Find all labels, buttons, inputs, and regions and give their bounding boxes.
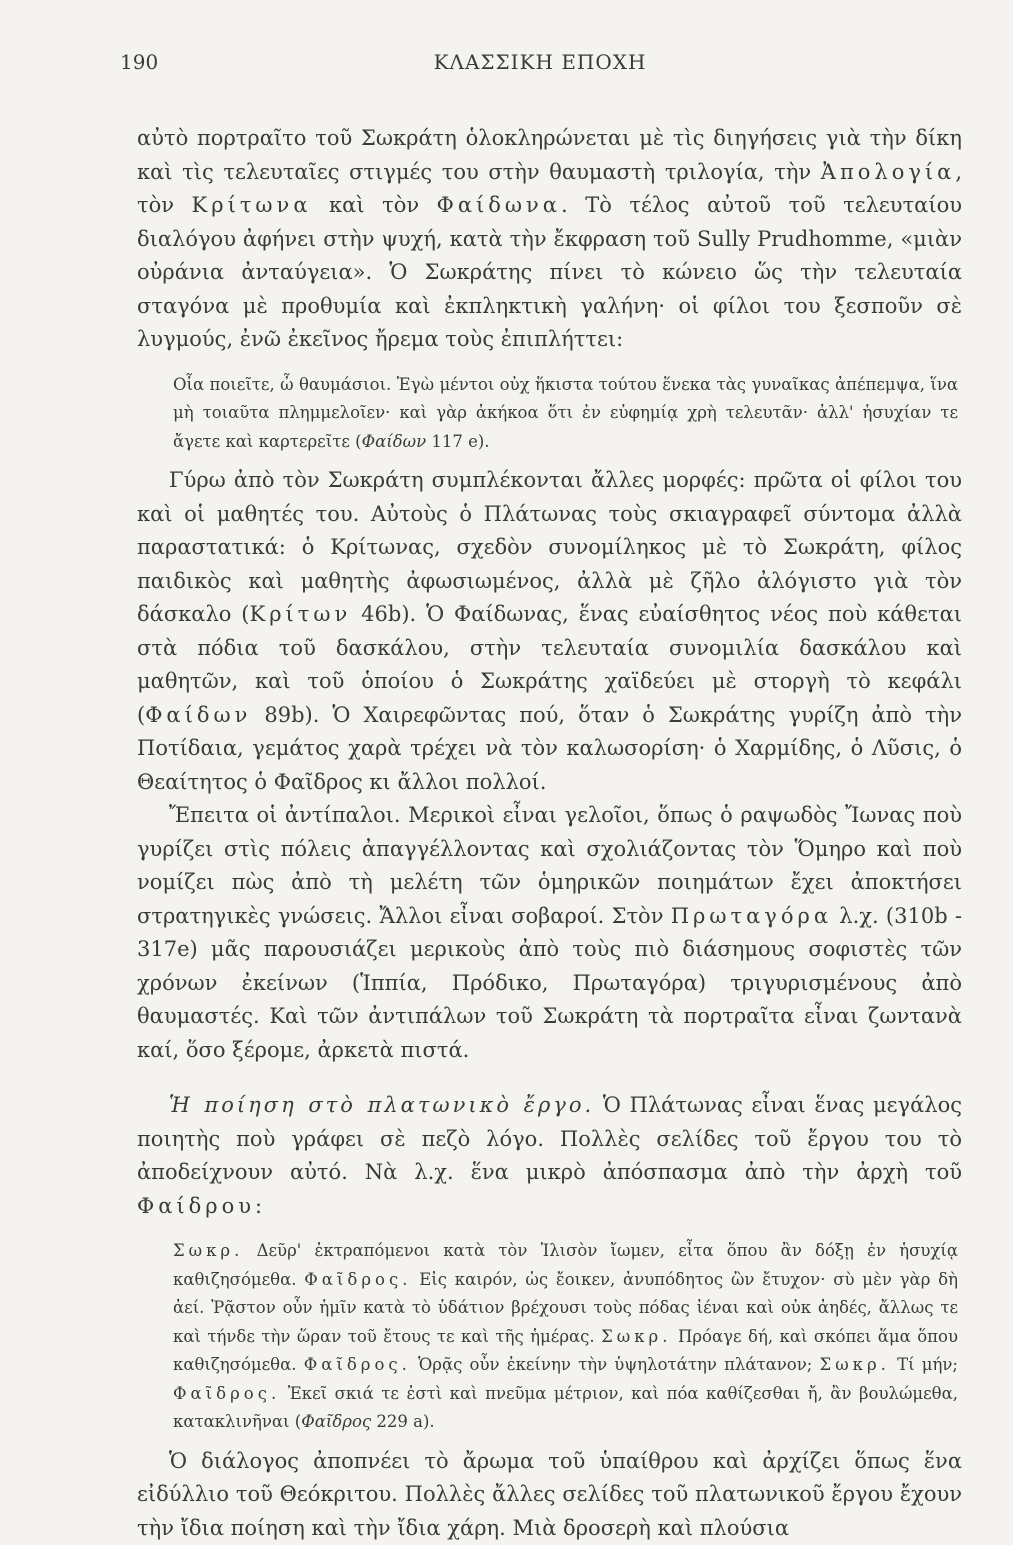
quote-citation: Φαῖδρος	[301, 1412, 371, 1431]
paragraph-text: . Τὸ τέλος αὐτοῦ τοῦ τελευταίου διαλόγου ἀφήνει στὴν ψυχή, κατὰ τὴν ἔκφραση τοῦ Sully Prudhomme, «μιὰν οὐράνια ἀνταύγεια». Ὁ Σωκράτης πίνει τὸ κώνειο ὥς τὴν τελευταία σταγόνα μὲ προθυμία καὶ ἐκπληκτικὴ γαλήνη· οἱ φίλοι του ξεσποῦν σὲ λυγμούς, ἐνῶ ἐκεῖνος ἤρεμα τοὺς ἐπιπλήττει:	[137, 193, 962, 351]
page-number: 190	[120, 50, 158, 74]
paragraph-text: 89b). Ὁ Χαιρεφῶντας πού, ὅταν ὁ Σωκράτης γυρίζη ἀπὸ τὴν Ποτίδαια, γεμάτος χαρὰ τρέχει νὰ τὸν καλωσορίση· ὁ Χαρμίδης, ὁ Λῦσις, ὁ Θεαίτητος ὁ Φαῖδρος κι ἄλλοι πολλοί.	[137, 703, 962, 794]
paragraph-text: καὶ τὸν	[312, 193, 437, 217]
speaker-name: Σωκρ.	[820, 1355, 890, 1374]
paragraph-5	[137, 1445, 962, 1545]
quote-citation: Φαίδων	[362, 432, 427, 451]
quote-text: Δεῦρ' ἐκτραπόμενοι κατὰ τὸν Ἰλισὸν ἴωμεν, εἶτα ὅπου ἂν δόξῃ ἐν ἡσυχίᾳ καθιζησόμεθα.	[173, 1241, 958, 1289]
paragraph-4	[137, 1089, 962, 1223]
paragraph-text: Ὁ Πλάτωνας εἶναι ἕνας μεγάλος ποιητὴς ποὺ γράφει σὲ πεζὸ λόγο. Πολλὲς σελίδες τοῦ ἔργου του τὸ ἀποδείχνουν αὐτό. Νὰ λ.χ. ἕνα μικρὸ ἀπόσπασμα ἀπὸ τὴν ἀρχὴ τοῦ	[137, 1093, 962, 1184]
paragraph-text: Ὁ διάλογος ἀποπνέει τὸ ἄρωμα τοῦ ὑπαίθρου καὶ ἀρχίζει ὅπως ἕνα εἰδύλλιο τοῦ Θεόκριτου. Πολλὲς ἄλλες σελίδες τοῦ πλατωνικοῦ ἔργου ἔχουν τὴν ἴδια ποίηση καὶ τὴν ἴδια χάρη. Μιὰ δροσερὴ καὶ πλούσια	[137, 1449, 962, 1540]
quote-reference: 117 e).	[426, 432, 489, 451]
paragraph-text: Ἔπειτα οἱ ἀντίπαλοι. Μερικοὶ εἶναι γελοῖοι, ὅπως ὁ ραψωδὸς Ἴωνας ποὺ γυρίζει στὶς πόλεις ἀπαγγέλλοντας καὶ σχολιάζοντας τὸν Ὅμηρο καὶ ποὺ νομίζει πὼς ἀπὸ τὴ μελέτη τῶν ὁμηρικῶν ποιημάτων ἔχει ἀποκτήσει στρατηγικὲς γνώσεις. Ἄλλοι εἶναι σοβαροί. Στὸν	[137, 803, 962, 928]
quotation-1	[173, 371, 958, 457]
paragraph-text: , τὸν	[137, 160, 962, 218]
quote-text: Εἰς καιρόν, ὡς ἔοικεν, ἀνυπόδητος ὢν ἔτυχον· σὺ μὲν γὰρ δὴ ἀεί. Ῥᾷστον οὖν ἡμῖν κατὰ τὸ ὑδάτιον βρέχουσι τοὺς πόδας ἰέναι καὶ οὐκ ἀηδές, ἄλλως τε καὶ τήνδε τὴν ὥραν τοῦ ἔτους τε καὶ τῆς ἡμέρας.	[173, 1270, 958, 1346]
quotation-2	[173, 1237, 958, 1437]
quote-text: Ὁρᾷς οὖν ἐκείνην τὴν ὑψηλοτάτην πλάτανον;	[411, 1355, 820, 1374]
section-heading: Ἡ ποίηση στὸ πλατωνικὸ ἔργο.	[169, 1093, 594, 1117]
quote-text: Τί μήν;	[890, 1355, 958, 1374]
running-head: ΚΛΑΣΣΙΚΗ ΕΠΟΧΗ	[120, 50, 960, 74]
spaced-title: Φαίδωνα	[437, 193, 561, 217]
speaker-name: Φαῖδρος.	[304, 1355, 411, 1374]
speaker-name: Φαῖδρος.	[304, 1270, 411, 1289]
speaker-name: Σωκρ.	[601, 1327, 671, 1346]
paragraph-text: Γύρω ἀπὸ τὸν Σωκράτη συμπλέκονται ἄλλες μορφές: πρῶτα οἱ φίλοι του καὶ οἱ μαθητές του. Αὐτοὺς ὁ Πλάτωνας τοὺς σκιαγραφεῖ σύντομα ἀλλὰ παραστατικά: ὁ Κρίτωνας, σχεδὸν συνομίληκος μὲ τὸ Σωκράτη, φίλος παιδικὸς καὶ μαθητὴς ἀφωσιωμένος, ἀλλὰ μὲ ζῆλο ἀλόγιστο γιὰ τὸν δάσκαλο (	[137, 468, 962, 626]
paragraph-text: 46b). Ὁ Φαίδωνας, ἕνας εὐαίσθητος νέος ποὺ κάθεται στὰ πόδια τοῦ δασκάλου, στὴν τελευταία συνομιλία δασκάλου καὶ μαθητῶν, καὶ τοῦ ὁποίου ὁ Σωκράτης χαϊδεύει μὲ στοργὴ τὸ κεφάλι (	[137, 602, 962, 727]
quote-text: Οἷα ποιεῖτε, ὦ θαυμάσιοι. Ἐγὼ μέντοι οὐχ ἥκιστα τούτου ἕνεκα τὰς γυναῖκας ἀπέπεμψα, ἵνα μὴ τοιαῦτα πλημμελοῖεν· καὶ γὰρ ἀκήκοα ὅτι ἐν εὐφημίᾳ χρὴ τελευτᾶν· ἀλλ' ἡσυχίαν τε ἄγετε καὶ καρτερεῖτε (	[173, 375, 958, 451]
quote-reference: 229 a).	[371, 1412, 435, 1431]
paragraph-text: λ.χ. (310b - 317e) μᾶς παρουσιάζει μερικοὺς ἀπὸ τοὺς πιὸ διάσημους σοφιστὲς τῶν χρόνων ἐκείνων (Ἱππία, Πρόδικο, Πρωταγόρα) τριγυρισμένους ἀπὸ θαυμαστές. Καὶ τῶν ἀντιπάλων τοῦ Σωκράτη τὰ πορτραῖτα εἶναι ζωντανὰ καί, ὅσο ξέρομε, ἀρκετὰ πιστά.	[137, 904, 962, 1062]
speaker-name: Φαῖδρος.	[173, 1384, 280, 1403]
paragraph-text: :	[255, 1194, 262, 1218]
paragraph-1	[137, 122, 962, 357]
paragraph-2	[137, 464, 962, 799]
quote-text: Πρόαγε δή, καὶ σκόπει ἅμα ὅπου καθιζησόμεθα.	[173, 1327, 958, 1375]
speaker-name: Σωκρ.	[173, 1241, 243, 1260]
page-header	[120, 50, 960, 86]
paragraph-3	[137, 799, 962, 1067]
spaced-title: Πρωταγόρα	[671, 904, 832, 928]
spaced-title: Κρίτων	[250, 602, 352, 626]
spaced-title: Φαίδρου	[137, 1194, 255, 1218]
spaced-title: Κρίτωνα	[192, 193, 312, 217]
paragraph-text: αὐτὸ πορτραῖτο τοῦ Σωκράτη ὁλοκληρώνεται μὲ τὶς διηγήσεις γιὰ τὴν δίκη καὶ τὶς τελευταῖες στιγμές του στὴν θαυμαστὴ τριλογία, τὴν	[137, 126, 962, 184]
spaced-title: Ἀπολογία	[821, 160, 956, 184]
body-text	[137, 122, 962, 1545]
quote-text: Ἐκεῖ σκιά τε ἐστὶ καὶ πνεῦμα μέτριον, καὶ πόα καθίζεσθαι ἤ, ἂν βουλώμεθα, κατακλινῆναι (	[173, 1384, 958, 1432]
spaced-title: Φαίδων	[145, 703, 251, 727]
